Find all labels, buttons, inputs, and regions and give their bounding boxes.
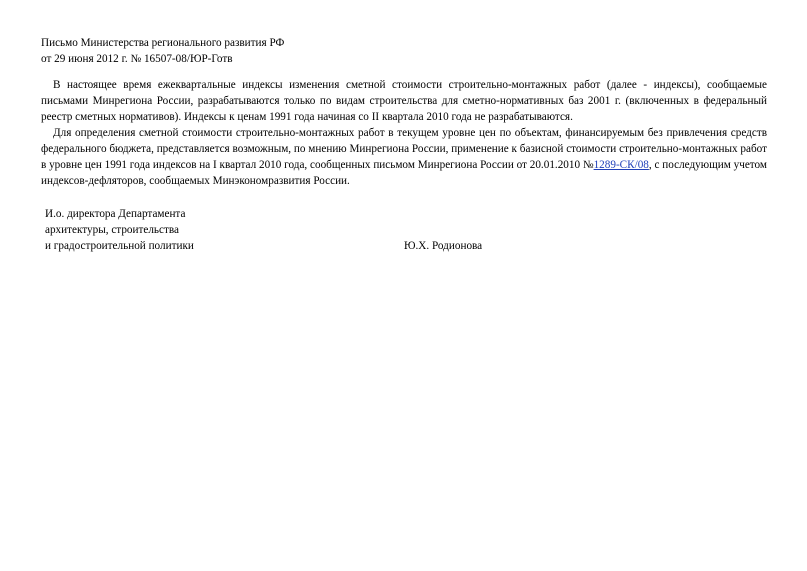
paragraph-2 (41, 125, 767, 189)
signature-block (41, 206, 767, 254)
paragraph-1: В настоящее время ежеквартальные индексы изменения сметной стоимости строительно-монтажных работ (далее - индексы), сообщаемые письмами Минрегиона России, разрабатываются только по видам строительства для сметно-нормативных баз 2001 г. (включенных в федеральный реестр сметных нормативов). Индексы к ценам 1991 года начиная со II квартала 2010 года не разрабатываются. (41, 79, 767, 123)
signatory-role-line-3: и градостроительной политики (45, 240, 194, 252)
document-body (41, 77, 767, 189)
signatory-role-line-1: И.о. директора Департамента (45, 208, 186, 220)
letter-reference-link[interactable]: 1289-СК/08 (593, 159, 649, 171)
signatory-role-line-2: архитектуры, строительства (45, 224, 179, 236)
signatory-name: Ю.Х. Родионова (404, 240, 483, 252)
document-header (41, 35, 767, 67)
paragraph-2-text-after-link: , с последующим учетом индексов-дефляторов, сообщаемых Минэкономразвития России. (41, 159, 768, 187)
document-date-number: от 29 июня 2012 г. № 16507-08/ЮР-Готв (41, 53, 233, 65)
document-title: Письмо Министерства регионального развития РФ (41, 37, 285, 49)
document (41, 35, 767, 254)
paragraph-2-text-before-link: Для определения сметной стоимости строительно-монтажных работ в текущем уровне цен по объектам, финансируемым без привлечения средств федерального бюджета, представляется возможным, по мнению Минрегиона России, применение к базисной стоимости строительно-монтажных работ в уровне цен 1991 года индексов на I квартал 2010 года, сообщенных письмом Минрегиона России от 20.01.2010 № (41, 127, 767, 171)
